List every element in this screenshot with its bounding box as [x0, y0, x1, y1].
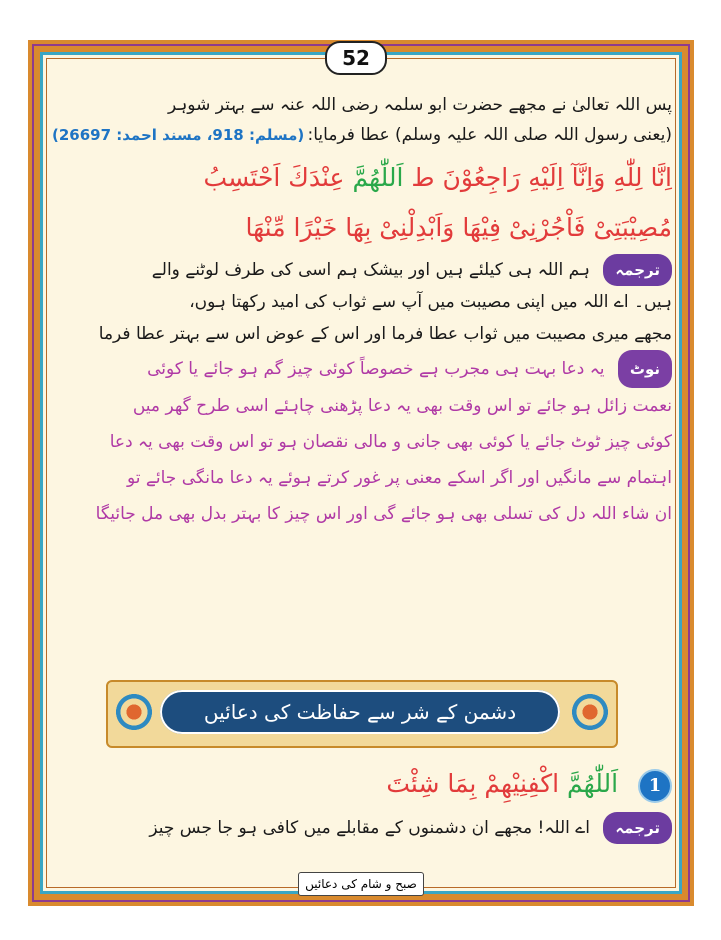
translation-badge: ترجمہ [603, 254, 672, 286]
text-line: پس اللہ تعالیٰ نے مجھے حضرت ابو سلمہ رضی اللہ عنہ سے بہتر شوہر [167, 95, 672, 115]
note-line: نعمت زائل ہو جائے تو اس وقت بھی یہ دعا پڑھنی چاہئے اسی طرح گھر میں [132, 396, 672, 416]
translation-text: ہم اللہ ہی کیلئے ہیں اور بیشک ہم اسی کی طرف لوٹنے والے [151, 260, 590, 280]
dua-1-line [52, 762, 672, 806]
translation-line: مجھے میری مصیبت میں ثواب عطا فرما اور اس کے عوض اس سے بہتر عطا فرما [98, 324, 672, 344]
arabic-highlight: اَللّٰهُمَّ [352, 163, 404, 192]
section-title: دشمن کے شر سے حفاظت کی دعائیں [160, 690, 560, 734]
arabic-dua-line-1 [52, 156, 672, 200]
note-line: ان شاء اللہ دل کی تسلی بھی ہو جائے گی اور اس چیز کا بہتر بدل بھی مل جائیگا [95, 504, 672, 524]
footer-label: صبح و شام کی دعائیں [298, 872, 424, 896]
note-line: کوئی چیز ٹوٹ جائے یا کوئی بھی جانی و مالی نقصان ہو تو اس وقت بھی یہ دعا [109, 432, 672, 452]
reference-row [52, 120, 672, 150]
arabic-text: اِنَّا لِلّٰهِ وَاِنَّآ اِلَيْهِ رَاجِعُوْنَ ط [411, 163, 672, 192]
page-content [52, 90, 672, 532]
ornament-icon [570, 690, 610, 734]
translation-text: اے اللہ! مجھے ان دشمنوں کے مقابلے میں کافی ہو جا جس چیز [149, 818, 590, 838]
arabic-text: اكْفِنِيْهِمْ بِمَا شِئْتَ [386, 769, 560, 798]
arabic-text: عِنْدَكَ اَحْتَسِبُ [203, 163, 345, 192]
ornament-icon [114, 690, 154, 734]
arabic-highlight: اَللّٰهُمَّ [567, 769, 619, 798]
page-number: 52 [325, 41, 387, 75]
translation-line [52, 812, 672, 844]
dua-section [52, 762, 672, 844]
note-text: یہ دعا بہت ہی مجرب ہے خصوصاً کوئی چیز گم ہو جائے یا کوئی [147, 359, 605, 379]
translation-line: ہیں۔ اے اللہ میں اپنی مصیبت میں آپ سے ثواب کی امید رکھتا ہوں، [189, 292, 672, 312]
text-line: (یعنی رسول اللہ صلی اللہ علیہ وسلم) عطا فرمایا: [307, 125, 672, 145]
dua-number-badge: 1 [638, 769, 672, 803]
note-badge: نوٹ [618, 350, 672, 388]
translation-badge: ترجمہ [603, 812, 672, 844]
hadith-reference: (مسلم: 918، مسند احمد: 26697) [52, 126, 305, 144]
note-line: اہتمام سے مانگیں اور اگر اسکے معنی پر غور کرتے ہوئے یہ دعا مانگی جائے تو [127, 468, 672, 488]
arabic-dua-line-2: مُصِيْبَتِىْ فَاْجُرْنِىْ فِيْهَا وَاَبْدِلْنِىْ بِهَا خَيْرًا مِّنْهَا [245, 213, 672, 242]
note-line [52, 350, 672, 388]
section-title-banner [106, 680, 618, 748]
translation-line [52, 254, 672, 286]
